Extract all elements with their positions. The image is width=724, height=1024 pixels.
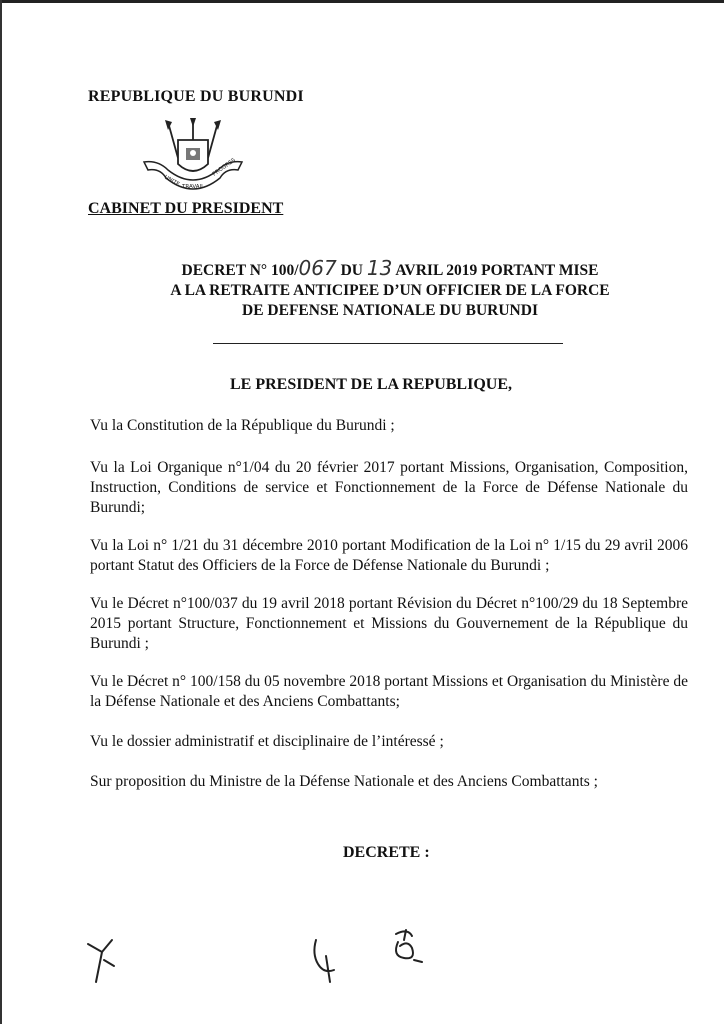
decree-number-handwritten: 067 — [298, 256, 337, 280]
preamble-paragraph: Vu le Décret n° 100/158 du 05 novembre 2018 portant Missions et Organisation du Ministère de la Défense Nationale et des Anciens Combattants; — [90, 673, 688, 710]
burundi-emblem-icon — [138, 118, 248, 196]
preamble-paragraph: Vu le Décret n°100/037 du 19 avril 2018 portant Révision du Décret n°100/29 du 18 Septembre 2015 portant Structure, Fonctionnement et Missions du Gouvernement de la République du Burundi ; — [90, 595, 688, 652]
president-heading: LE PRESIDENT DE LA REPUBLIQUE, — [230, 376, 512, 393]
decree-day-handwritten: 13 — [366, 256, 393, 280]
scan-edge-top — [0, 0, 724, 3]
svg-text:UNITE: UNITE — [163, 174, 181, 189]
scan-edge-left — [0, 0, 2, 1024]
preamble-paragraph: Vu la Loi n° 1/21 du 31 décembre 2010 portant Modification de la Loi n° 1/15 du 29 avril 2006 portant Statut des Officiers de la Force de Défense Nationale du Burundi ; — [90, 537, 688, 574]
handwritten-initial-1 — [82, 930, 142, 990]
svg-text:TRAVAIL: TRAVAIL — [182, 184, 205, 190]
handwritten-initial-2 — [300, 930, 360, 990]
title-suffix: AVRIL 2019 PORTANT MISE — [392, 262, 599, 279]
header-republic: REPUBLIQUE DU BURUNDI — [88, 88, 304, 105]
title-line-3: DE DEFENSE NATIONALE DU BURUNDI — [242, 302, 538, 319]
title-prefix: DECRET N° 100/ — [181, 262, 299, 279]
title-divider — [213, 343, 563, 344]
preamble-paragraph: Sur proposition du Ministre de la Défense Nationale et des Anciens Combattants ; — [90, 773, 598, 790]
svg-text:PROGRES: PROGRES — [211, 157, 237, 178]
preamble-paragraph: Vu la Loi Organique n°1/04 du 20 février 2017 portant Missions, Organisation, Composition, Instruction, Conditions de service et Fonctionnement de la Force de Défense Nationale du Burundi; — [90, 459, 688, 516]
decrete-heading: DECRETE : — [343, 844, 430, 861]
header-cabinet: CABINET DU PRESIDENT — [88, 200, 284, 217]
preamble-paragraph: Vu le dossier administratif et disciplinaire de l’intéressé ; — [90, 733, 444, 750]
title-line-1 — [130, 258, 650, 281]
preamble-paragraph: Vu la Constitution de la République du Burundi ; — [90, 417, 395, 434]
title-line-2: A LA RETRAITE ANTICIPEE D’UN OFFICIER DE LA FORCE — [170, 282, 610, 299]
decree-title — [130, 258, 650, 321]
title-middle: DU — [336, 262, 367, 279]
handwritten-initial-3 — [378, 920, 438, 980]
